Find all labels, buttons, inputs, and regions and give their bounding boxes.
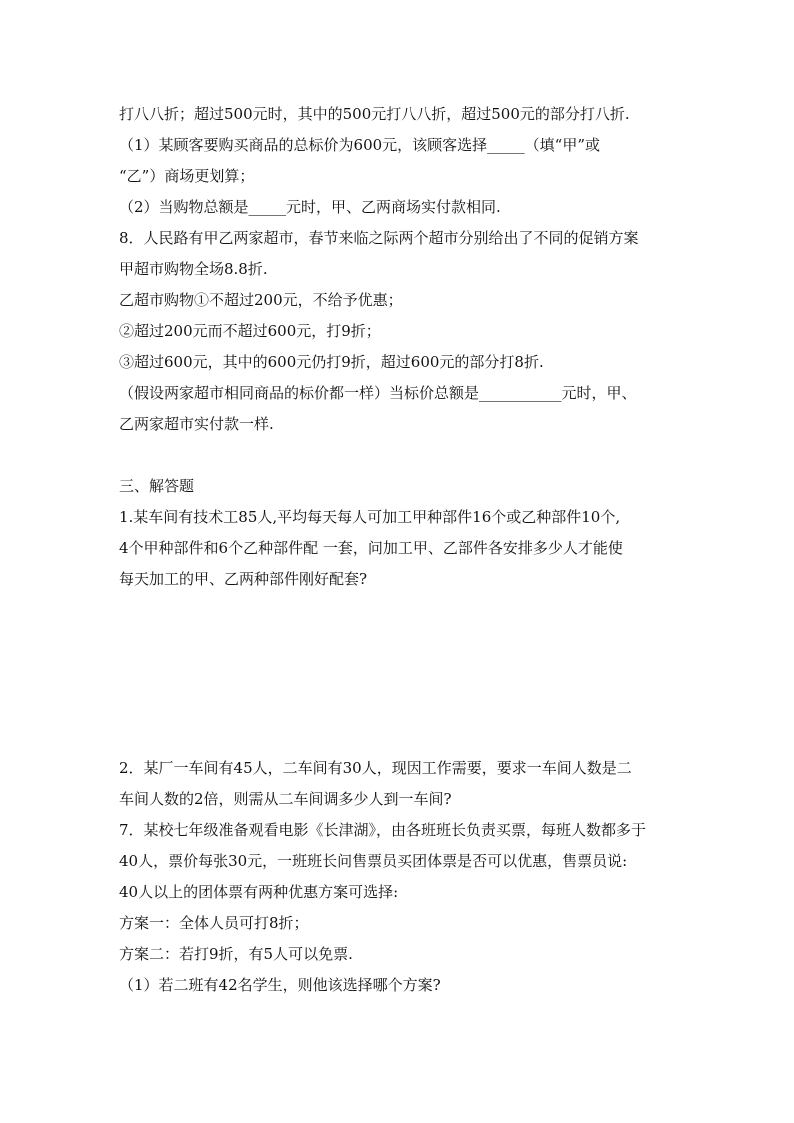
text-line: 打八八折；超过500元时，其中的500元打八八折，超过500元的部分打八折. xyxy=(119,105,630,123)
option-two: 方案二：若打9折，有5人可以免票. xyxy=(119,945,353,963)
question-8: 8．人民路有甲乙两家超市，春节来临之际两个超市分别给出了不同的促销方案 xyxy=(119,229,639,247)
text-line: 4个甲种部件和6个乙种部件配 一套，问加工甲、乙部件各安排多少人才能使 xyxy=(119,539,623,557)
text-line: 车间人数的2倍，则需从二车间调多少人到一车间? xyxy=(119,790,452,808)
text-line: 40人以上的团体票有两种优惠方案可选择: xyxy=(119,883,399,901)
text-line: “乙”）商场更划算； xyxy=(119,167,255,185)
question-7-part-2: （2）当购物总额是_____元时，甲、乙两商场实付款相同. xyxy=(119,198,501,216)
text-line: （1）若二班有42名学生，则他该选择哪个方案? xyxy=(119,976,441,994)
answer-question-1: 1.某车间有技术工85人,平均每天每人可加工甲种部件16个或乙种部件10个, xyxy=(119,508,621,526)
text-line: ③超过600元，其中的600元仍打9折，超过600元的部分打8折. xyxy=(119,353,544,371)
option-one: 方案一：全体人员可打8折； xyxy=(119,914,309,932)
section-heading: 三、解答题 xyxy=(119,477,195,495)
text-line: ②超过200元而不超过600元，打9折； xyxy=(119,322,381,340)
text-line: 乙超市购物①不超过200元，不给予优惠； xyxy=(119,291,403,309)
answer-question-7: 7．某校七年级准备观看电影《长津湖》，由各班班长负责买票，每班人数都多于 xyxy=(119,821,647,839)
text-line: 每天加工的甲、乙两种部件刚好配套? xyxy=(119,570,368,588)
answer-question-2: 2．某厂一车间有45人，二车间有30人，现因工作需要，要求一车间人数是二 xyxy=(119,759,632,777)
text-line: 甲超市购物全场8.8折. xyxy=(119,260,268,278)
question-7-part-1: （1）某顾客要购买商品的总标价为600元，该顾客选择_____（填“甲”或 xyxy=(119,136,601,154)
text-line: （假设两家超市相同商品的标价都一样）当标价总额是___________元时，甲、 xyxy=(119,384,637,402)
text-line: 40人，票价每张30元，一班班长问售票员买团体票是否可以优惠，售票员说: xyxy=(119,852,628,870)
text-line: 乙两家超市实付款一样. xyxy=(119,415,274,433)
